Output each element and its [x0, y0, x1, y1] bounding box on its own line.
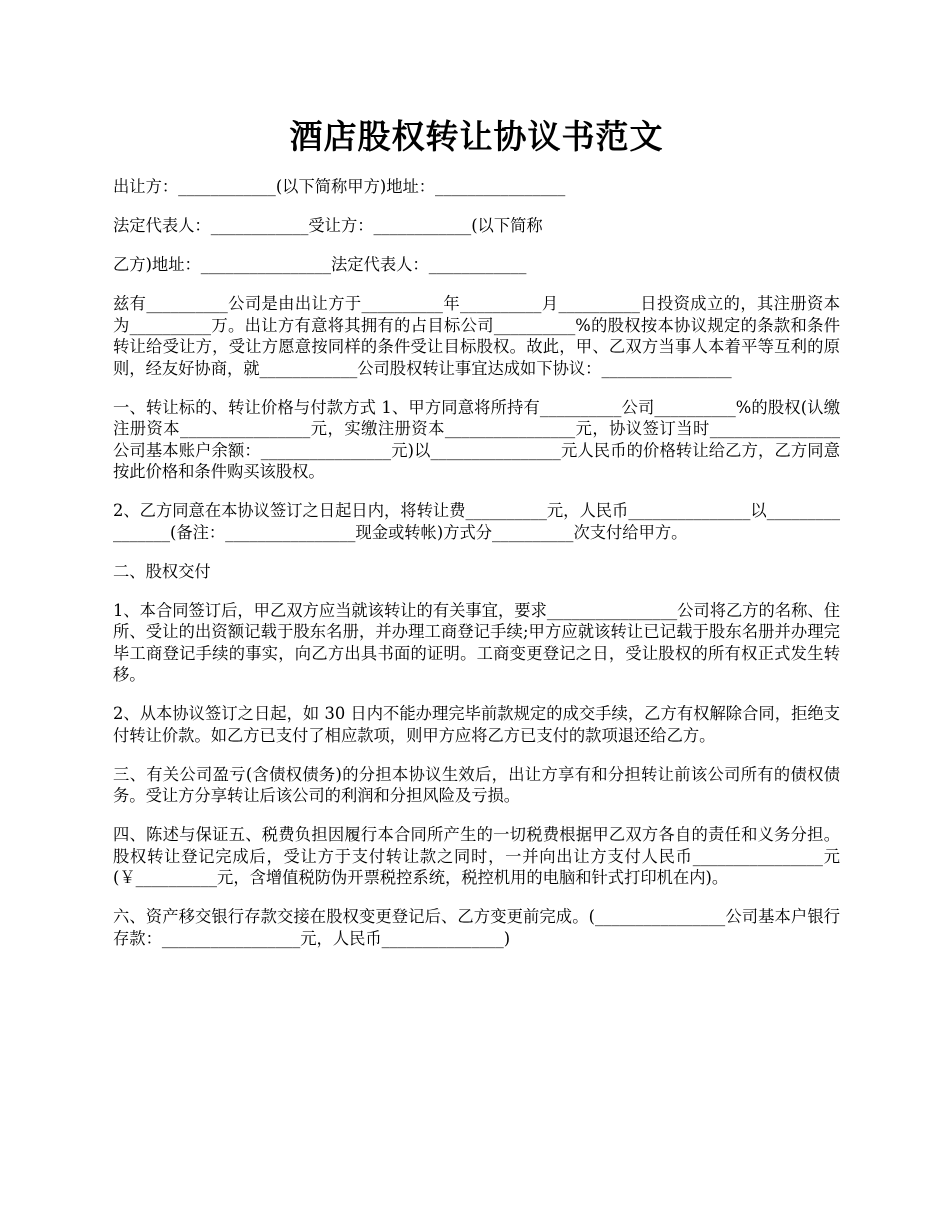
paragraph-section-2-item-2: 2、从本协议签订之日起，如 30 日内不能办理完毕前款规定的成交手续，乙方有权解除合同，拒绝支付转让价款。如乙方已支付了相应款项，则甲方应将乙方已支付的款项退还给乙方。: [113, 704, 840, 745]
document-page: [113, 112, 840, 967]
paragraph-section-6: 六、资产移交银行存款交接在股权变更登记后、乙方变更前完成。(________________公司基本户银行存款：_________________元，人民币_______________): [113, 907, 840, 948]
paragraph-preamble: 兹有__________公司是由出让方于__________年__________月__________日投资成立的，其注册资本为__________万。出让方有意将其拥有的占目标公司__________%的股权按本协议规定的条款和条件转让给受让方，受让方愿意按同样的条件受让目标股权。故此，甲、乙双方当事人本着平等互利的原则，经友好协商，就____________公司股权转让事宜达成如下协议：________________: [113, 294, 840, 378]
paragraph-section-3: 三、有关公司盈亏(含债权债务)的分担本协议生效后，出让方享有和分担转让前该公司所有的债权债务。受让方分享转让后该公司的利润和分担风险及亏损。: [113, 764, 840, 805]
paragraph-section-1-price: 一、转让标的、转让价格与付款方式 1、甲方同意将所持有__________公司__________%的股权(认缴注册资本________________元，实缴注册资本________________元，协议签订当时________________公司基本账户余额：________________元)以________________元人民币的价格转让给乙方，乙方同意按此价格和条件购买该股权。: [113, 397, 840, 481]
paragraph-legal-rep-transferee: 法定代表人：____________受让方：____________(以下简称: [113, 216, 543, 235]
document-title: 酒店股权转让协议书范文: [289, 117, 664, 156]
paragraph-party-b-address: 乙方)地址：________________法定代表人：____________: [113, 255, 527, 274]
paragraph-section-2-item-1: 1、本合同签订后，甲乙双方应当就该转让的有关事宜，要求________________公司将乙方的名称、住所、受让的出资额记载于股东名册，并办理工商登记手续;甲方应就该转让已记载于股东名册并办理完毕工商登记手续的事实，向乙方出具书面的证明。工商变更登记之日，受让股权的所有权正式发生转移。: [113, 600, 840, 684]
paragraph-section-2-heading: 二、股权交付: [113, 561, 211, 581]
paragraph-section-1-payment: 2、乙方同意在本协议签订之日起日内，将转让费__________元，人民币_______________以________________(备注：________________现金或转帐)方式分__________次支付给甲方。: [113, 501, 840, 542]
paragraph-section-4-5: 四、陈述与保证五、税费负担因履行本合同所产生的一切税费根据甲乙双方各自的责任和义务分担。股权转让登记完成后，受让方于支付转让款之同时，一并向出让方支付人民币________________元(￥__________元，含增值税防伪开票税控系统，税控机用的电脑和针式打印机在内)。: [113, 825, 840, 887]
paragraph-transferor: 出让方：____________(以下简称甲方)地址：________________: [113, 177, 566, 196]
